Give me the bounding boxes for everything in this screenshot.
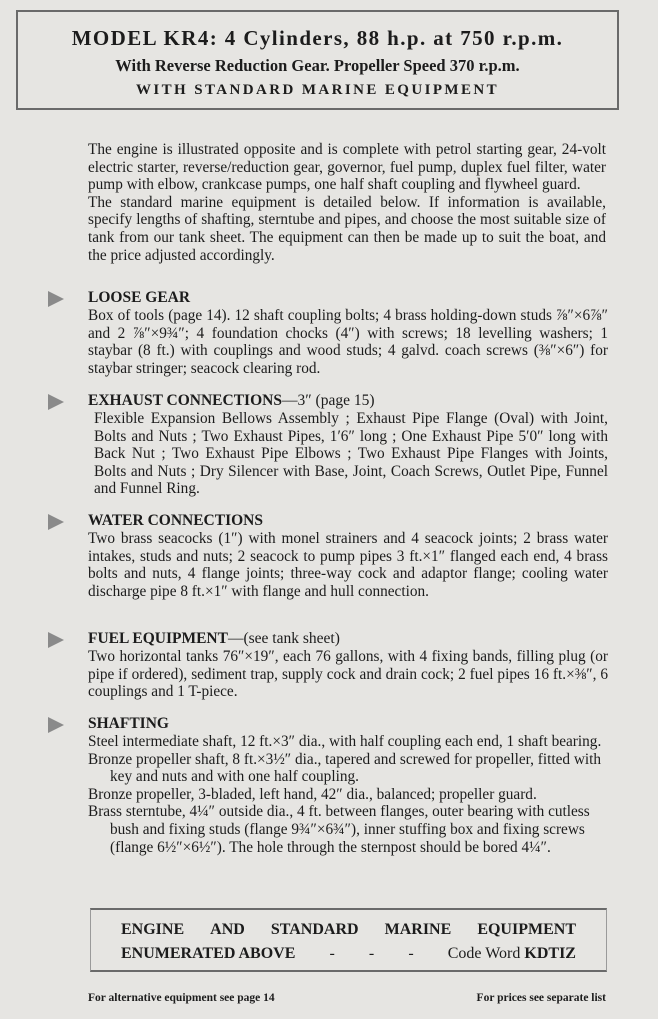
- section-loose-gear: [88, 288, 608, 377]
- header-box: [16, 10, 619, 110]
- shafting-item: Bronze propeller shaft, 8 ft.×3½″ dia., tapered and screwed for propeller, fitted with key and nuts and with one half coupling.: [88, 750, 602, 786]
- section-heading: [88, 391, 608, 410]
- code-box-dash: -: [408, 945, 414, 962]
- section-heading-name: LOOSE GEAR: [88, 289, 191, 306]
- shafting-item: Bronze propeller, 3-bladed, left hand, 42″ dia., balanced; propeller guard.: [88, 785, 537, 803]
- section-heading: [88, 629, 608, 648]
- code-box-lead: ENUMERATED ABOVE: [121, 945, 296, 962]
- section-heading-name: EXHAUST CONNECTIONS: [88, 392, 282, 409]
- section-shafting: [88, 714, 608, 856]
- equipment-heading: WITH STANDARD MARINE EQUIPMENT: [136, 82, 499, 98]
- code-box-word: EQUIPMENT: [477, 921, 576, 938]
- code-box-line-2: [121, 945, 576, 963]
- code-box-word: ENGINE: [121, 921, 185, 938]
- section-heading: [88, 288, 608, 307]
- intro-paragraph-2: The standard marine equipment is detailed below. If information is available, specify lengths of shafting, sterntube and pipes, and choose the most suitable size of tank from our tank sheet. The equipment can then be made up to suit the boat, and the price adjusted accordingly.: [88, 193, 606, 264]
- code-box-line-1: [121, 921, 576, 939]
- code-box-word: AND: [210, 921, 245, 938]
- arrow-marker-icon: [48, 717, 64, 733]
- shafting-item: Brass sterntube, 4¼″ outside dia., 4 ft. between flanges, outer bearing with cutless bush and fixing studs (flange 9¾″×6¾″), inner stuffing box and fixing screws (flange 6½″×6½″). The hole through the sternpost should be bored 4¼″.: [88, 803, 590, 856]
- section-heading-name: FUEL EQUIPMENT: [88, 630, 228, 647]
- section-body: Box of tools (page 14). 12 shaft coupling bolts; 4 brass holding-down studs ⅞″×6⅞″ and 2 ⅞″×9¾″; 4 foundation chocks (4″) with screws; 18 levelling washers; 1 staybar (8 ft.) with couplings and wood studs; 4 galvd. coach screws (⅜″×6″) for staybar stringer; seacock clearing rod.: [88, 307, 608, 377]
- section-body: Two brass seacocks (1″) with monel strainers and 4 seacock joints; 2 brass water intakes, studs and nuts; 2 seacock to pump pipes 3 ft.×1″ flanged each end, 4 brass bolts and nuts, 4 flange joints; three-way cock and adaptor flange; cooling water discharge pipe 8 ft.×1″ with flange and hull connection.: [88, 530, 608, 600]
- section-fuel-equipment: [88, 629, 608, 701]
- section-body: [88, 733, 608, 856]
- code-word-box: [90, 908, 607, 972]
- intro-paragraph-1: The engine is illustrated opposite and is complete with petrol starting gear, 24-volt electric starter, reverse/reduction gear, governor, fuel pump, duplex fuel filter, water pump with elbow, crankcase pumps, one half shaft coupling and flywheel guard.: [88, 141, 606, 194]
- section-heading-name: WATER CONNECTIONS: [88, 512, 263, 529]
- section-water-connections: [88, 511, 608, 600]
- arrow-marker-icon: [48, 291, 64, 307]
- section-body: Flexible Expansion Bellows Assembly ; Exhaust Pipe Flange (Oval) with Joint, Bolts and Nuts ; Two Exhaust Pipes, 1′6″ long ; One Exhaust Pipe 5′0″ long with Back Nut ; Two Exhaust Pipe Elbows ; Two Exhaust Pipe Flanges with Joints, Bolts and Nuts ; Dry Silencer with Base, Joint, Coach Screws, Outlet Pipe, Funnel and Funnel Ring.: [94, 410, 608, 498]
- code-box-dash: -: [329, 945, 335, 962]
- footer-alternative-equipment: For alternative equipment see page 14: [88, 992, 275, 1004]
- intro-text: [88, 141, 606, 264]
- section-exhaust-connections: [88, 391, 608, 498]
- section-body: Two horizontal tanks 76″×19″, each 76 gallons, with 4 fixing bands, filling plug (or pipe if ordered), sediment trap, supply cock and drain cock; 2 fuel pipes 16 ft.×⅜″, 6 couplings and 1 T-piece.: [88, 648, 608, 701]
- code-word-label: Code Word: [447, 945, 521, 962]
- section-heading-name: SHAFTING: [88, 715, 169, 732]
- code-word-group: [448, 945, 576, 963]
- code-box-word: STANDARD: [270, 921, 359, 938]
- arrow-marker-icon: [48, 514, 64, 530]
- model-subtitle: With Reverse Reduction Gear. Propeller Speed 370 r.p.m.: [115, 56, 520, 75]
- section-heading-suffix: —(see tank sheet): [227, 630, 340, 647]
- section-heading: [88, 511, 608, 530]
- code-box-dash: -: [368, 945, 375, 962]
- section-heading-suffix: —3″ (page 15): [281, 392, 375, 409]
- footer-prices-note: For prices see separate list: [476, 992, 606, 1004]
- code-word: KDTIZ: [524, 945, 576, 962]
- model-title: MODEL KR4: 4 Cylinders, 88 h.p. at 750 r.p.m.: [71, 26, 564, 50]
- section-heading: [88, 714, 608, 733]
- code-box-word: MARINE: [384, 921, 452, 938]
- arrow-marker-icon: [48, 394, 64, 410]
- shafting-item: Steel intermediate shaft, 12 ft.×3″ dia., with half coupling each end, 1 shaft bearing.: [88, 733, 602, 750]
- arrow-marker-icon: [48, 632, 64, 648]
